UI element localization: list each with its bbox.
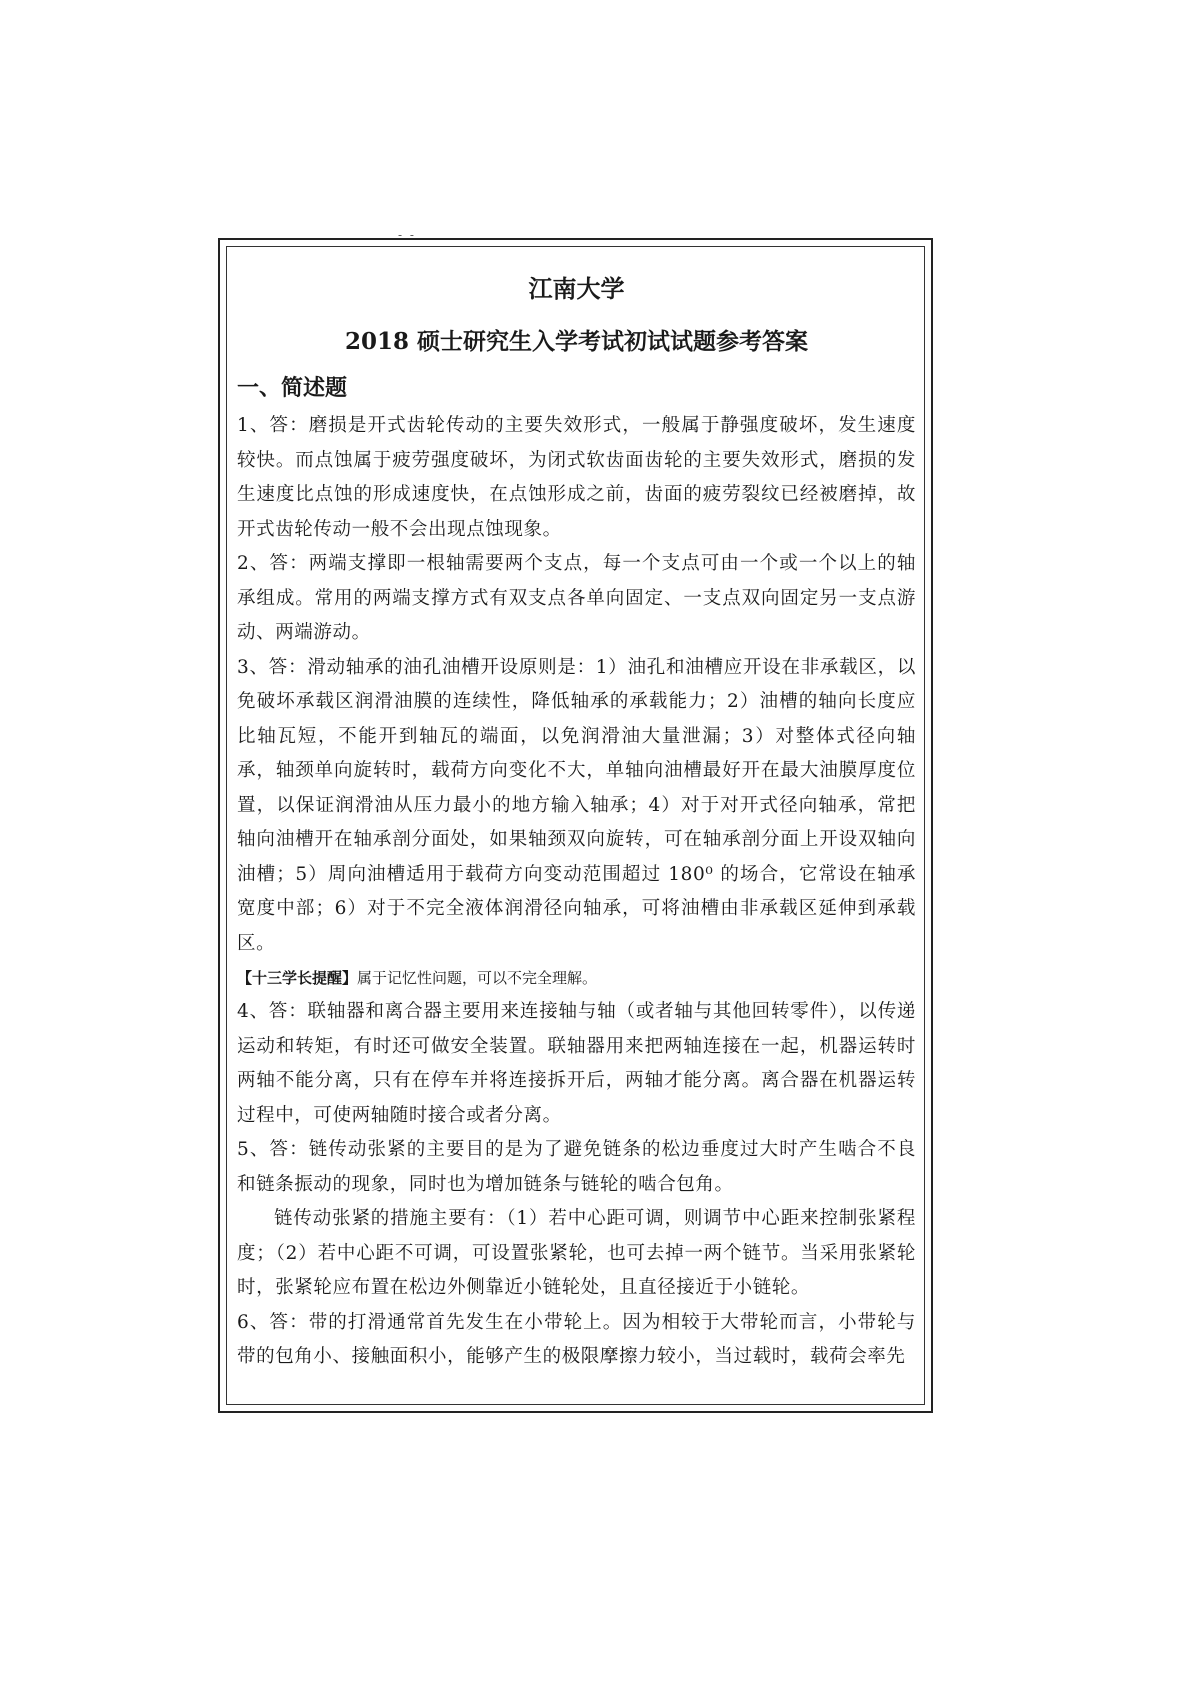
- tip-note: [237, 961, 916, 995]
- answer-4: 4、答：联轴器和离合器主要用来连接轴与轴（或者轴与其他回转零件），以传递运动和转矩，有时还可做安全装置。联轴器用来把两轴连接在一起，机器运转时两轴不能分离，只有在停车并将连接拆开后，两轴才能分离。离合器在机器运转过程中，可使两轴随时接合或者分离。: [237, 1001, 916, 1126]
- content-area: [226, 246, 925, 1405]
- tip-text: 属于记忆性问题，可以不完全理解。: [357, 969, 598, 987]
- page-frame: [218, 238, 933, 1413]
- answer-5-extra: 链传动张紧的措施主要有：（1）若中心距可调，则调节中心距来控制张紧程度；（2）若中心距不可调，可设置张紧轮，也可去掉一两个链节。当采用张紧轮时，张紧轮应布置在松边外侧靠近小链轮处，且直径接近于小链轮。: [237, 1208, 916, 1298]
- answer-1: 1、答：磨损是开式齿轮传动的主要失效形式，一般属于静强度破坏，发生速度较快。而点蚀属于疲劳强度破坏，为闭式软齿面齿轮的主要失效形式，磨损的发生速度比点蚀的形成速度快，在点蚀形成之前，齿面的疲劳裂纹已经被磨掉，故开式齿轮传动一般不会出现点蚀现象。: [237, 415, 916, 540]
- answer-2: 2、答：两端支撑即一根轴需要两个支点，每一个支点可由一个或一个以上的轴承组成。常用的两端支撑方式有双支点各单向固定、一支点双向固定另一支点游动、两端游动。: [237, 553, 916, 643]
- tip-tag: 【十三学长提醒】: [237, 969, 358, 987]
- section-title: 一、简述题: [237, 375, 348, 401]
- exam-title: 2018 硕士研究生入学考试初试试题参考答案: [344, 328, 809, 355]
- header-mark: - -: [398, 228, 416, 242]
- answer-3: 3、答：滑动轴承的油孔油槽开设原则是：1）油孔和油槽应开设在非承载区，以免破坏承载区润滑油膜的连续性，降低轴承的承载能力；2）油槽的轴向长度应比轴瓦短，不能开到轴瓦的端面，以免润滑油大量泄漏；3）对整体式径向轴承，轴颈单向旋转时，载荷方向变化不大，单轴向油槽最好开在最大油膜厚度位置，以保证润滑油从压力最小的地方输入轴承；4）对于对开式径向轴承，常把轴向油槽开在轴承剖分面处，如果轴颈双向旋转，可在轴承剖分面上开设双轴向油槽；5）周向油槽适用于载荷方向变动范围超过 180⁰ 的场合，它常设在轴承宽度中部；6）对于不完全液体润滑径向轴承，可将油槽由非承载区延伸到承载区。: [237, 656, 916, 954]
- answer-6: 6、答：带的打滑通常首先发生在小带轮上。因为相较于大带轮而言，小带轮与带的包角小、接触面积小，能够产生的极限摩擦力较小，当过载时，载荷会率先: [237, 1311, 916, 1367]
- answer-5: 5、答：链传动张紧的主要目的是为了避免链条的松边垂度过大时产生啮合不良和链条振动的现象，同时也为增加链条与链轮的啮合包角。: [237, 1139, 916, 1195]
- school-title: 江南大学: [528, 274, 625, 303]
